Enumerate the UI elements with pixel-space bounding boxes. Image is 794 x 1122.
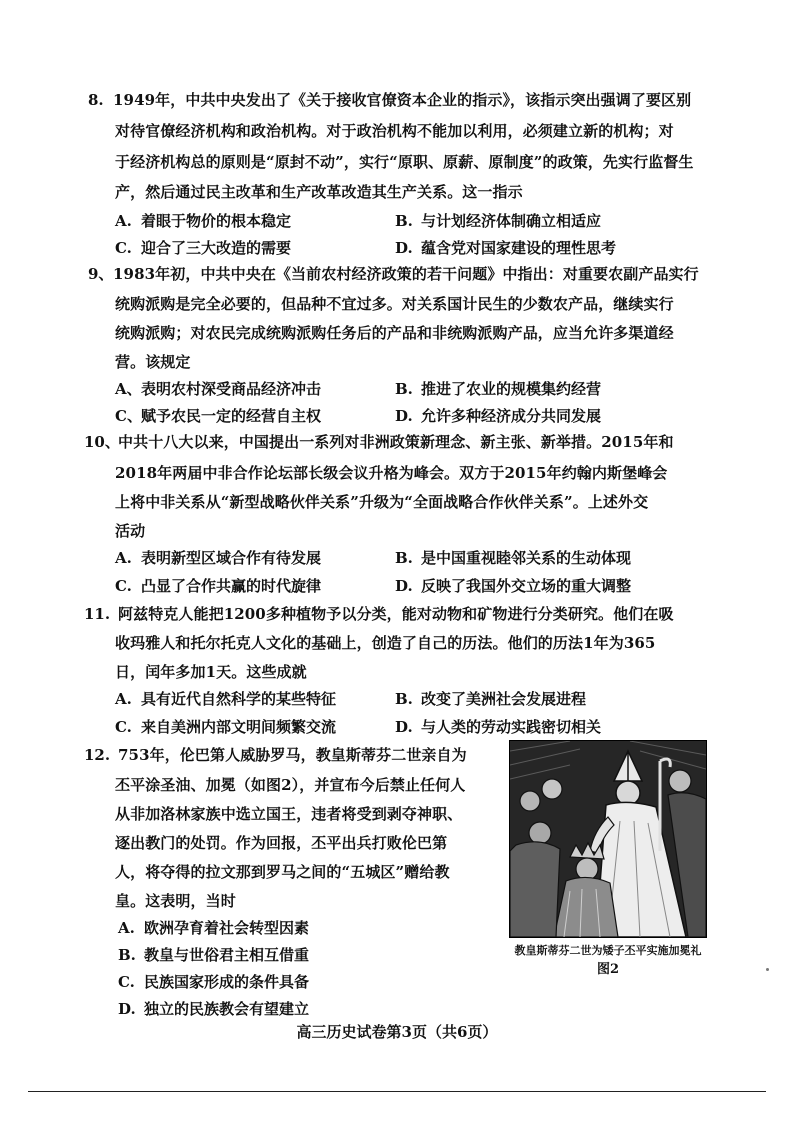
option-a[interactable]	[115, 379, 321, 399]
option-d[interactable]	[118, 999, 309, 1019]
option-c[interactable]	[115, 576, 321, 596]
option-a[interactable]	[118, 918, 309, 938]
question-stem-line: 1949年，中共中央发出了《关于接收官僚资本企业的指示》，该指示突出强调了要区别	[113, 91, 692, 109]
option-label: A.	[115, 212, 132, 230]
question-stem-line: 对待官僚经济机构和政治机构。对于政治机构不能加以利用，必须建立新的机构；对	[115, 122, 674, 140]
question-stem-line: 从非加洛林家族中选立国王，违者将受到剥夺神职、	[115, 805, 463, 823]
option-text: 是中国重视睦邻关系的生动体现	[421, 549, 632, 567]
option-text: 蕴含党对国家建设的理性思考	[421, 239, 617, 257]
option-c[interactable]	[115, 717, 336, 737]
option-label: A.	[115, 549, 132, 567]
figure-caption: 教皇斯蒂芬二世为矮子丕平实施加冕礼	[514, 944, 702, 957]
option-text: 迎合了三大改造的需要	[141, 239, 292, 257]
option-label: A.	[118, 919, 135, 937]
option-label: C.	[115, 718, 132, 736]
option-b[interactable]	[395, 689, 586, 709]
option-label: C.	[118, 973, 135, 991]
question-stem-line: 统购派购是完全必要的，但品种不宜过多。对关系国计民生的少数农产品，继续实行	[115, 295, 674, 313]
question-stem-line: 统购派购；对农民完成统购派购任务后的产品和非统购派购产品，应当允许多渠道经	[115, 324, 674, 342]
question-stem-line: 753年，伦巴第人威胁罗马，教皇斯蒂芬二世亲自为	[118, 746, 467, 764]
option-text: 与人类的劳动实践密切相关	[421, 718, 602, 736]
option-a[interactable]	[115, 211, 291, 231]
option-text: 反映了我国外交立场的重大调整	[421, 577, 632, 595]
option-d[interactable]	[395, 717, 601, 737]
option-text: 表明农村深受商品经济冲击	[141, 380, 322, 398]
coronation-illustration	[509, 740, 707, 938]
option-label: B.	[118, 946, 136, 964]
option-label: C.	[115, 239, 132, 257]
option-a[interactable]	[115, 689, 336, 709]
option-b[interactable]	[395, 211, 601, 231]
question-stem-line: 2018年两届中非合作论坛部长级会议升格为峰会。双方于2015年约翰内斯堡峰会	[115, 464, 668, 482]
question-number: 11.	[84, 605, 111, 623]
option-label: D.	[395, 239, 413, 257]
option-label: D.	[395, 407, 413, 425]
question-stem-line: 中共十八大以来，中国提出一系列对非洲政策新理念、新主张、新举措。2015年和	[118, 433, 674, 451]
question-stem-line: 活动	[115, 522, 146, 540]
option-text: 独立的民族教会有望建立	[144, 1000, 310, 1018]
question-stem-line: 营。该规定	[115, 353, 191, 371]
woodcut-engraving	[510, 741, 706, 937]
option-label: B.	[395, 549, 413, 567]
question-number: 9、	[88, 265, 114, 283]
question-stem-line: 皇。这表明，当时	[115, 892, 236, 910]
question-stem-line: 人，将夺得的拉文那到罗马之间的“五城区”赠给教	[115, 863, 450, 881]
option-b[interactable]	[118, 945, 309, 965]
option-c[interactable]	[115, 238, 291, 258]
option-label: A、	[115, 380, 142, 398]
question-stem-line: 收玛雅人和托尔托克人文化的基础上，创造了自己的历法。他们的历法1年为365	[115, 634, 656, 652]
option-text: 具有近代自然科学的某些特征	[141, 690, 337, 708]
option-label: B.	[395, 380, 413, 398]
option-text: 允许多种经济成分共同发展	[421, 407, 602, 425]
question-number: 8.	[88, 91, 104, 109]
option-label: C.	[115, 577, 132, 595]
question-number: 12.	[84, 746, 111, 764]
question-stem-line: 逐出教门的处罚。作为回报，丕平出兵打败伦巴第	[115, 834, 448, 852]
option-text: 民族国家形成的条件具备	[144, 973, 310, 991]
option-text: 教皇与世俗君主相互借重	[144, 946, 310, 964]
option-text: 与计划经济体制确立相适应	[421, 212, 602, 230]
question-number: 10、	[84, 433, 120, 451]
option-b[interactable]	[395, 548, 631, 568]
option-label: B.	[395, 212, 413, 230]
question-stem-line: 1983年初，中共中央在《当前农村经济政策的若干问题》中指出：对重要农副产品实行	[113, 265, 699, 283]
option-label: D.	[395, 577, 413, 595]
question-stem-line: 日，闰年多加1天。这些成就	[115, 663, 307, 681]
option-text: 改变了美洲社会发展进程	[421, 690, 587, 708]
option-c[interactable]	[118, 972, 309, 992]
option-d[interactable]	[395, 576, 631, 596]
option-label: D.	[395, 718, 413, 736]
question-stem-line: 于经济机构总的原则是“原封不动”，实行“原职、原薪、原制度”的政策，先实行监督生	[115, 153, 694, 171]
question-stem-line: 阿兹特克人能把1200多种植物予以分类，能对动物和矿物进行分类研究。他们在吸	[118, 605, 674, 623]
question-stem-line: 产，然后通过民主改革和生产改革改造其生产关系。这一指示	[115, 183, 523, 201]
option-text: 凸显了合作共赢的时代旋律	[141, 577, 322, 595]
option-a[interactable]	[115, 548, 321, 568]
question-stem-line: 上将中非关系从“新型战略伙伴关系”升级为“全面战略合作伙伴关系”。上述外交	[115, 493, 649, 511]
option-d[interactable]	[395, 238, 616, 258]
option-label: B.	[395, 690, 413, 708]
option-b[interactable]	[395, 379, 601, 399]
question-stem-line: 丕平涂圣油、加冕（如图2），并宣布今后禁止任何人	[115, 776, 466, 794]
option-text: 赋予农民一定的经营自主权	[141, 407, 322, 425]
option-label: A.	[115, 690, 132, 708]
option-label: D.	[118, 1000, 136, 1018]
option-label: C、	[115, 407, 142, 425]
figure-label: 图2	[596, 962, 620, 977]
option-text: 来自美洲内部文明间频繁交流	[141, 718, 337, 736]
page-footer: 高三历史试卷第3页（共6页）	[296, 1023, 498, 1041]
option-d[interactable]	[395, 406, 601, 426]
option-text: 着眼于物价的根本稳定	[141, 212, 292, 230]
bottom-divider	[28, 1091, 766, 1092]
option-text: 表明新型区域合作有待发展	[141, 549, 322, 567]
option-text: 推进了农业的规模集约经营	[421, 380, 602, 398]
option-text: 欧洲孕育着社会转型因素	[144, 919, 310, 937]
option-c[interactable]	[115, 406, 321, 426]
scan-speck	[766, 968, 769, 971]
